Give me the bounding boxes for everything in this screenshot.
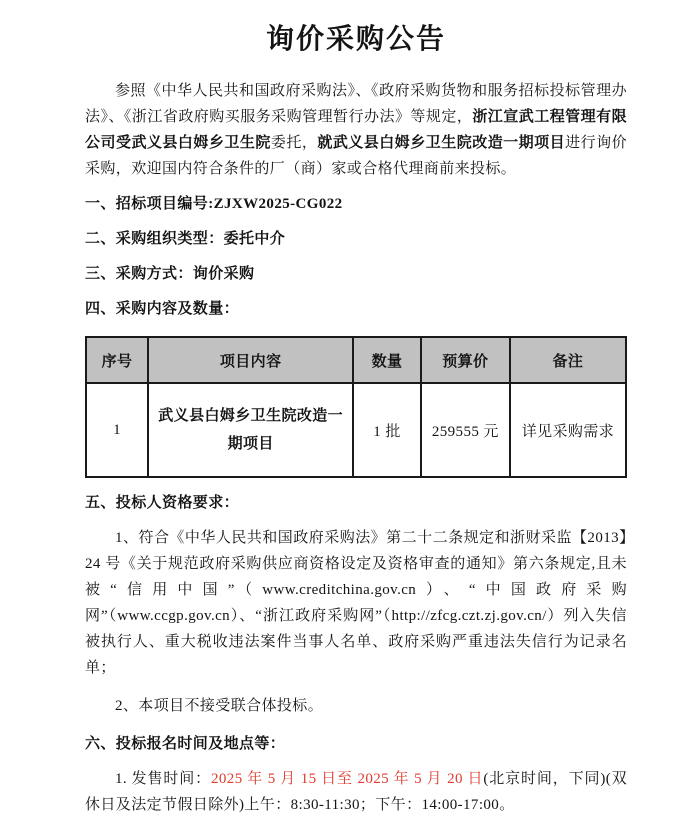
cell-project-content: 武义县白姆乡卫生院改造一期项目 xyxy=(148,383,353,477)
text-segment: (北京时间，下同)(双休日及法定节假日除外)上午：8:30-11:30；下午：14:00-17:00。 xyxy=(85,771,627,813)
table-header-serial-no: 序号 xyxy=(86,337,148,383)
cell-serial-no: 1 xyxy=(86,383,148,477)
intro-paragraph xyxy=(85,78,627,182)
section-5-item-1: 1、符合《中华人民共和国政府采购法》第二十二条规定和浙财采监【2013】24 号《关于规范政府采购供应商资格设定及资格审查的通知》第六条规定,且未被“信用中国”（www.creditchina.gov.cn）、“中国政府采购网”（www.ccgp.gov.cn）、“浙江政府采购网”（http://zfcg.czt.zj.gov.cn/）列入失信被执行人、重大税收违法案件当事人名单、政府采购严重违法失信行为记录名单； xyxy=(85,530,627,676)
text-segment: 委托， xyxy=(270,135,318,151)
text-segment: 浙江宣武工程管理有限公司受武义县白姆乡卫生院 xyxy=(85,109,627,151)
section-2-heading: 二、采购组织类型：委托中介 xyxy=(85,231,286,247)
cell-quantity: 1 批 xyxy=(353,383,421,477)
text-segment: 2025 年 5 月 15 日至 2025 年 5 月 20 日 xyxy=(211,771,484,787)
cell-remark: 详见采购需求 xyxy=(510,383,626,477)
text-segment: 参照《中华人民共和国政府采购法》、《政府采购货物和服务招标投标管理办法》、《浙江省政府购买服务采购管理暂行办法》等规定， xyxy=(85,83,627,125)
page-title: 询价采购公告 xyxy=(265,24,446,55)
text-segment: 1. 发售时间： xyxy=(115,771,211,787)
text-segment: 进行询价采购，欢迎国内符合条件的厂（商）家或合格代理商前来投标。 xyxy=(85,135,628,177)
section-6-heading: 六、投标报名时间及地点等： xyxy=(85,736,286,752)
table-header-quantity: 数量 xyxy=(353,337,421,383)
section-5-item-2: 2、本项目不接受联合体投标。 xyxy=(115,698,324,714)
section-3-heading: 三、采购方式：询价采购 xyxy=(85,266,255,282)
section-5-heading: 五、投标人资格要求： xyxy=(85,495,240,511)
table-header-remark: 备注 xyxy=(510,337,626,383)
section-4-heading: 四、采购内容及数量： xyxy=(85,301,240,317)
cell-budget-price: 259555 元 xyxy=(421,383,510,477)
section-6-item-1 xyxy=(85,766,627,818)
table-header-budget-price: 预算价 xyxy=(421,337,510,383)
text-segment: 就武义县白姆乡卫生院改造一期项目 xyxy=(317,135,566,151)
section-1-heading: 一、招标项目编号:ZJXW2025-CG022 xyxy=(85,196,343,212)
table-header-project-content: 项目内容 xyxy=(148,337,353,383)
table-header-row xyxy=(86,337,626,383)
procurement-table xyxy=(85,336,627,478)
table-row xyxy=(86,383,626,477)
